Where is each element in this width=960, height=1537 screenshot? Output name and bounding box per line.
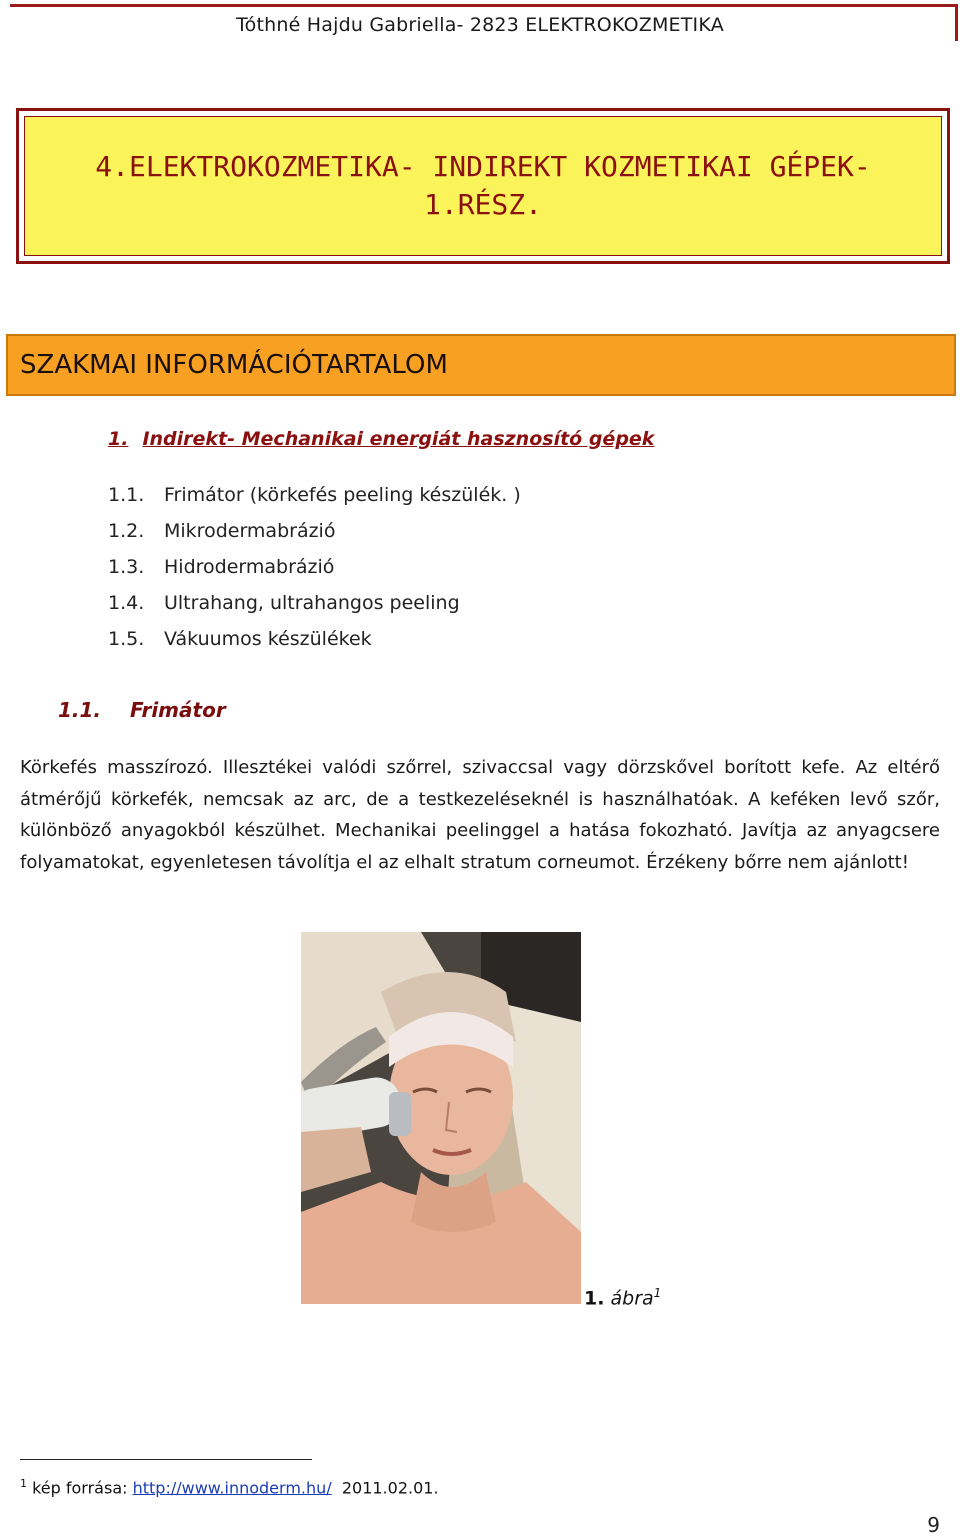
chapter-title-box <box>16 108 950 264</box>
toc-item <box>108 519 521 555</box>
footnote-prefix: kép forrása: <box>32 1478 128 1498</box>
toc-number: 1.4. <box>108 592 145 614</box>
frimator-heading-number: 1.1. <box>58 698 102 722</box>
toc-number: 1.3. <box>108 556 145 578</box>
toc-label: Hidrodermabrázió <box>164 556 335 578</box>
running-header: Tóthné Hajdu Gabriella- 2823 ELEKTROKOZMETIKA <box>236 14 724 36</box>
subheading-text: Indirekt- Mechanikai energiát hasznosító gépek <box>142 428 655 450</box>
toc-label: Frimátor (körkefés peeling készülék. ) <box>164 484 521 506</box>
facial-treatment-photo <box>301 932 581 1304</box>
caption-text: ábra <box>610 1287 654 1310</box>
toc-label: Ultrahang, ultrahangos peeling <box>164 592 460 614</box>
toc-label: Mikrodermabrázió <box>164 520 336 542</box>
toc-number: 1.2. <box>108 520 145 542</box>
toc-list <box>108 483 521 663</box>
toc-item <box>108 627 521 663</box>
frimator-paragraph: Körkefés masszírozó. Illesztékei valódi szőrrel, szivaccsal vagy dörzskővel borított kefe. Az eltérő átmérőjű körkefék, nemcsak az arc, de a testkezeléseknél is használhatóak. A keféken levő szőr, különböző anyagokból készülhet. Mechanikai peelinggel a hatása fokozható. Javítja az anyagcsere folyamatokat, egyenletesen távolítja el az elhalt stratum corneumot. Érzékeny bőrre nem ajánlott! <box>20 757 940 873</box>
toc-label: Vákuumos készülékek <box>164 628 372 650</box>
footnote-link[interactable]: http://www.innoderm.hu/ <box>132 1478 332 1498</box>
frimator-heading <box>58 698 226 722</box>
footnote-date: 2011.02.01. <box>341 1478 439 1498</box>
footnote-marker: 1 <box>20 1477 27 1490</box>
toc-number: 1.5. <box>108 628 145 650</box>
section-banner <box>6 334 956 396</box>
toc-number: 1.1. <box>108 484 145 506</box>
chapter-title: 4.ELEKTROKOZMETIKA- INDIREKT KOZMETIKAI GÉPEK- 1.RÉSZ. <box>95 150 871 221</box>
footnote-separator <box>20 1459 312 1460</box>
caption-number: 1. <box>584 1287 605 1310</box>
subheading <box>108 428 654 450</box>
frimator-heading-title: Frimátor <box>130 698 226 722</box>
chapter-title-inner <box>24 116 942 256</box>
photo-illustration <box>301 932 581 1304</box>
subheading-number: 1. <box>108 428 129 450</box>
caption-footnote-ref: 1 <box>653 1286 662 1300</box>
figure-caption <box>584 1286 661 1309</box>
toc-item <box>108 591 521 627</box>
page-number: 9 <box>927 1513 940 1537</box>
section-title: SZAKMAI INFORMÁCIÓTARTALOM <box>20 350 448 380</box>
footnote <box>20 1477 439 1497</box>
toc-item <box>108 483 521 519</box>
toc-item <box>108 555 521 591</box>
